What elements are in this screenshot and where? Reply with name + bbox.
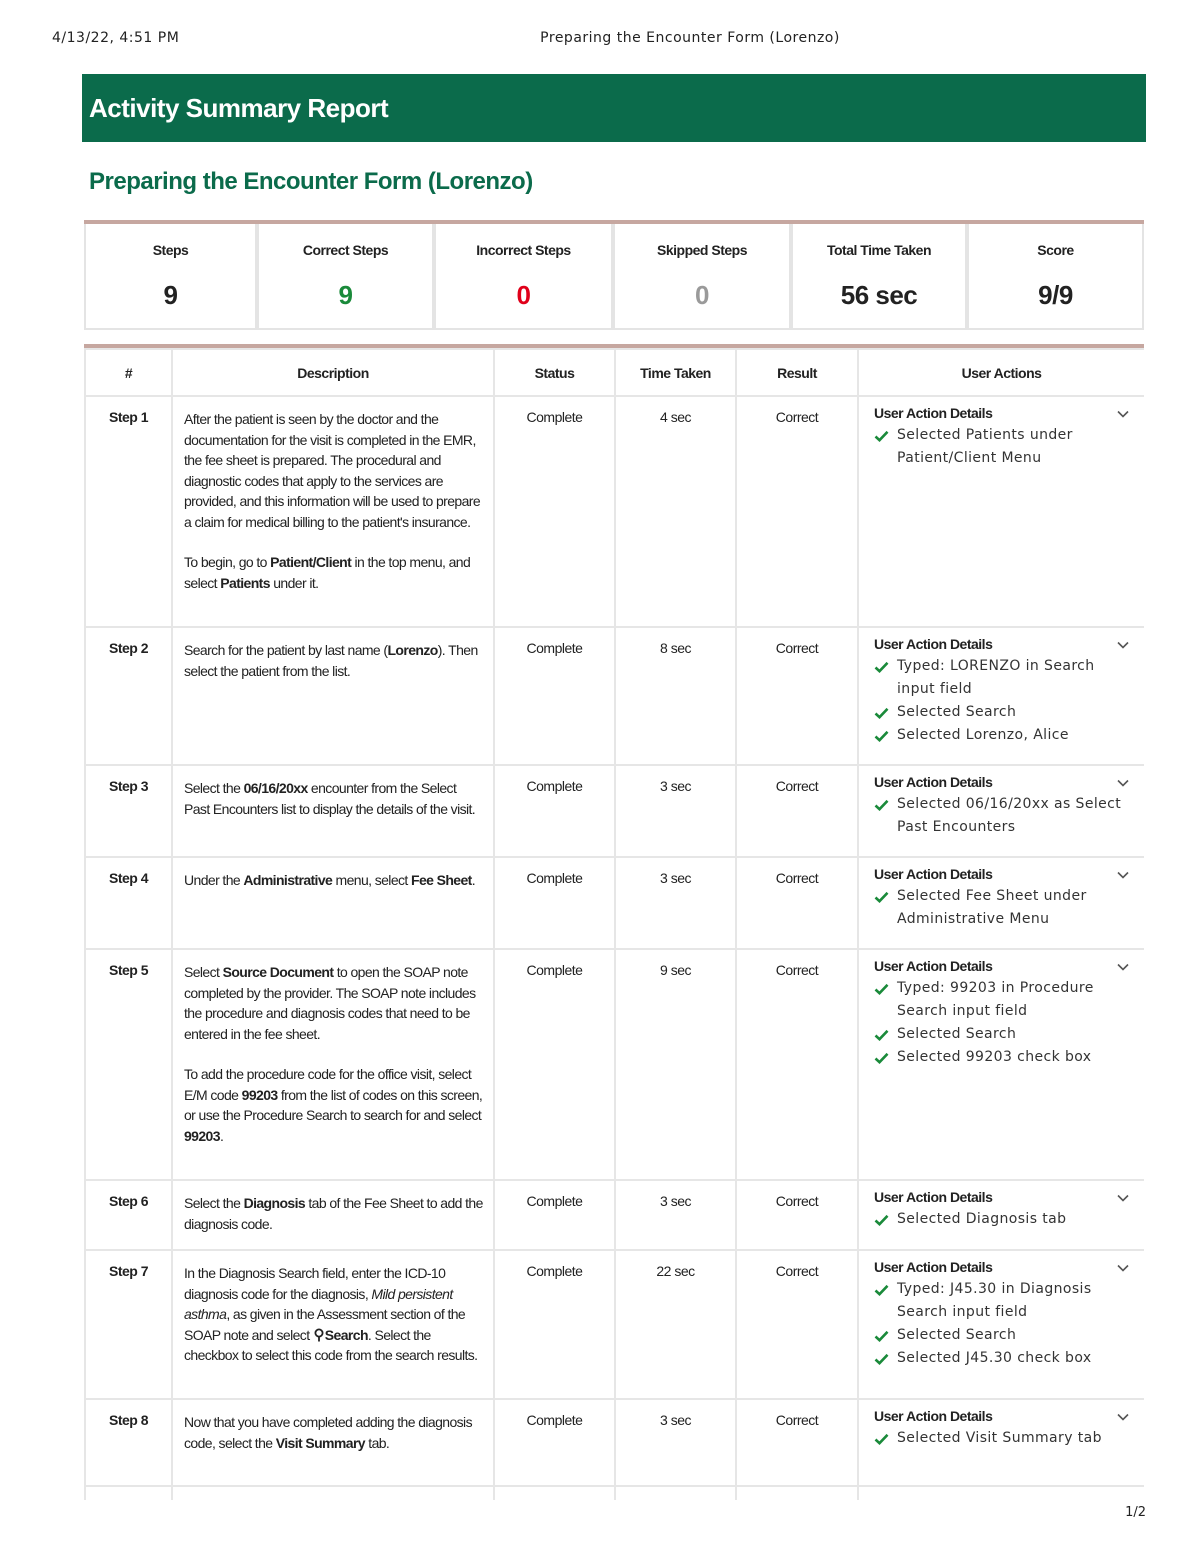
summary-incorrect-value: 0 <box>516 280 531 310</box>
check-icon <box>874 1029 889 1041</box>
user-action-list <box>874 793 1132 839</box>
table-row <box>85 857 1144 949</box>
step-number: Step 6 <box>85 1180 172 1250</box>
empty-cell <box>85 1486 172 1500</box>
description-text: Search for the patient by last name ( <box>184 642 388 658</box>
user-action-text: Selected Search <box>897 704 1017 720</box>
step-time-taken: 3 sec <box>615 765 736 857</box>
step-number: Step 8 <box>85 1399 172 1486</box>
step-time-taken: 3 sec <box>615 1180 736 1250</box>
description-text: Now that you have completed adding the diagnosis code, select the <box>184 1414 472 1451</box>
user-action-list <box>874 1208 1132 1231</box>
column-header-number: # <box>85 349 172 396</box>
description-paragraph <box>184 640 483 681</box>
user-action-item <box>874 1046 1132 1069</box>
description-italic: Mild persistent asthma <box>184 1285 453 1322</box>
description-text: from the list of codes on this screen, or use the Procedure Search to search for and select <box>184 1086 483 1123</box>
step-number: Step 7 <box>85 1250 172 1399</box>
column-header-user-actions: User Actions <box>858 349 1144 396</box>
user-action-details-heading: User Action Details <box>874 866 993 882</box>
summary-correct-label: Correct Steps <box>302 242 389 258</box>
description-emphasis: 06/16/20xx <box>243 780 308 796</box>
user-action-item <box>874 724 1132 747</box>
user-action-list <box>874 1427 1132 1450</box>
summary-score-value: 9/9 <box>1038 280 1073 310</box>
description-emphasis: Search <box>324 1326 368 1343</box>
step-description <box>172 627 494 765</box>
description-text: ). Then select the patient from the list. <box>184 642 478 679</box>
check-icon <box>874 1214 889 1226</box>
user-action-item <box>874 1427 1132 1450</box>
step-result: Correct <box>736 1250 858 1399</box>
description-text: To begin, go to <box>184 554 271 570</box>
steps-table-body <box>85 396 1144 1500</box>
user-action-item <box>874 1208 1132 1231</box>
summary-correct-value: 9 <box>338 280 353 310</box>
column-header-time: Time Taken <box>615 349 736 396</box>
description-emphasis: Patient/Client <box>270 554 352 570</box>
step-status: Complete <box>494 765 615 857</box>
step-number: Step 2 <box>85 627 172 765</box>
step-number: Step 3 <box>85 765 172 857</box>
user-action-text: Selected Patients under Patient/Client Menu <box>897 427 1073 466</box>
description-emphasis: Diagnosis <box>243 1195 306 1211</box>
user-action-item <box>874 1023 1132 1046</box>
description-text: . <box>471 872 476 888</box>
step-result: Correct <box>736 1399 858 1486</box>
step-number: Step 5 <box>85 949 172 1180</box>
print-page-title: Preparing the Encounter Form (Lorenzo) <box>540 30 840 46</box>
step-time-taken: 3 sec <box>615 1399 736 1486</box>
steps-table <box>84 348 1144 1500</box>
description-text: tab. <box>364 1434 390 1451</box>
step-status: Complete <box>494 1399 615 1486</box>
user-actions-cell <box>858 765 1144 857</box>
user-action-details-heading: User Action Details <box>874 1189 993 1205</box>
step-result: Correct <box>736 857 858 949</box>
user-action-item <box>874 1347 1132 1370</box>
table-row <box>85 396 1144 627</box>
user-action-details-heading: User Action Details <box>874 636 993 652</box>
description-paragraph <box>184 962 483 1044</box>
user-action-text: Typed: 99203 in Procedure Search input field <box>897 980 1094 1019</box>
table-row <box>85 1180 1144 1250</box>
description-paragraph <box>184 1193 483 1234</box>
check-icon <box>874 891 889 903</box>
summary-skipped-value: 0 <box>695 280 709 310</box>
user-action-text: Typed: LORENZO in Search input field <box>897 658 1095 697</box>
user-action-text: Selected 99203 check box <box>897 1049 1092 1065</box>
check-icon <box>874 1353 889 1365</box>
table-row <box>85 1399 1144 1486</box>
user-action-details-heading: User Action Details <box>874 405 993 421</box>
summary-incorrect-label: Incorrect Steps <box>476 242 571 258</box>
step-time-taken: 9 sec <box>615 949 736 1180</box>
description-emphasis: Fee Sheet <box>411 872 472 888</box>
step-time-taken: 3 sec <box>615 857 736 949</box>
chevron-down-icon[interactable] <box>1116 776 1130 790</box>
check-icon <box>874 983 889 995</box>
step-time-taken: 22 sec <box>615 1250 736 1399</box>
step-description <box>172 949 494 1180</box>
chevron-down-icon[interactable] <box>1116 960 1130 974</box>
chevron-down-icon[interactable] <box>1116 1261 1130 1275</box>
summary-skipped-label: Skipped Steps <box>657 242 747 258</box>
description-emphasis: Lorenzo <box>387 642 438 658</box>
table-header-row <box>85 349 1144 396</box>
step-description <box>172 1399 494 1486</box>
description-text: to open the SOAP note completed by the provider. The SOAP note includes the procedure and diagnosis codes that need to be entered in the fee sheet. <box>184 964 476 1042</box>
description-emphasis: 99203 <box>241 1086 278 1103</box>
empty-cell <box>615 1486 736 1500</box>
description-paragraph <box>184 870 483 891</box>
description-text: . <box>219 1127 224 1144</box>
step-result: Correct <box>736 765 858 857</box>
user-action-list <box>874 655 1132 747</box>
check-icon <box>874 1052 889 1064</box>
check-icon <box>874 1330 889 1342</box>
step-description <box>172 1180 494 1250</box>
user-action-item <box>874 701 1132 724</box>
step-status: Complete <box>494 627 615 765</box>
description-text: After the patient is seen by the doctor and the documentation for the visit is completed in the EMR, the fee sheet is prepared. The procedural and diagnostic codes that apply to the services are provided, and this information will be used to prepare a claim for medical billing to the patient's insurance. <box>184 411 481 530</box>
user-action-text: Selected Lorenzo, Alice <box>897 727 1069 743</box>
user-action-item <box>874 655 1132 701</box>
user-actions-cell <box>858 1180 1144 1250</box>
user-action-text: Selected Diagnosis tab <box>897 1211 1067 1227</box>
summary-incorrect <box>434 224 613 330</box>
check-icon <box>874 1433 889 1445</box>
step-result: Correct <box>736 396 858 627</box>
summary-time-value: 56 sec <box>840 280 918 310</box>
user-actions-cell <box>858 627 1144 765</box>
report-banner <box>82 74 1146 142</box>
table-row <box>85 765 1144 857</box>
step-status: Complete <box>494 857 615 949</box>
description-text: . Select the checkbox to select this code from the search results. <box>184 1326 478 1363</box>
user-actions-cell <box>858 1250 1144 1399</box>
step-result: Correct <box>736 1180 858 1250</box>
user-actions-cell <box>858 949 1144 1180</box>
user-action-text: Selected 06/16/20xx as Select Past Encounters <box>897 796 1122 835</box>
description-text: To add the procedure code for the office visit, select E/M code <box>184 1066 472 1103</box>
user-action-list <box>874 1278 1132 1370</box>
step-number: Step 4 <box>85 857 172 949</box>
user-action-text: Selected Visit Summary tab <box>897 1430 1102 1446</box>
description-emphasis: 99203 <box>184 1127 220 1144</box>
user-action-text: Selected Search <box>897 1026 1017 1042</box>
table-row <box>85 1250 1144 1399</box>
user-action-item <box>874 885 1132 931</box>
steps-table-container <box>84 344 1144 1500</box>
step-description <box>172 857 494 949</box>
search-pin-icon <box>313 1328 325 1342</box>
summary-correct <box>257 224 434 330</box>
check-icon <box>874 799 889 811</box>
step-number: Step 1 <box>85 396 172 627</box>
user-action-item <box>874 424 1132 470</box>
summary-steps-label: Steps <box>152 242 189 258</box>
empty-cell <box>172 1486 494 1500</box>
summary-time <box>791 224 967 330</box>
description-emphasis: Visit Summary <box>275 1434 365 1451</box>
step-result: Correct <box>736 949 858 1180</box>
description-text: Select <box>184 964 223 980</box>
user-actions-cell <box>858 1399 1144 1486</box>
user-action-list <box>874 885 1132 931</box>
description-text: menu, select <box>332 872 411 888</box>
empty-cell <box>494 1486 615 1500</box>
user-actions-cell <box>858 857 1144 949</box>
description-paragraph <box>184 552 483 593</box>
description-paragraph <box>184 1263 483 1366</box>
summary-score-label: Score <box>1037 242 1074 258</box>
check-icon <box>874 1284 889 1296</box>
summary-steps-value: 9 <box>163 280 178 310</box>
page-number: 1/2 <box>1125 1505 1146 1520</box>
column-header-result: Result <box>736 349 858 396</box>
description-paragraph <box>184 409 483 532</box>
report-title: Activity Summary Report <box>89 93 389 123</box>
empty-cell <box>736 1486 858 1500</box>
description-text: In the Diagnosis Search field, enter the ICD-10 diagnosis code for the diagnosis, <box>184 1265 446 1302</box>
step-status: Complete <box>494 949 615 1180</box>
table-row <box>85 949 1144 1180</box>
check-icon <box>874 430 889 442</box>
user-action-details-heading: User Action Details <box>874 774 993 790</box>
user-action-text: Selected Search <box>897 1327 1017 1343</box>
user-actions-cell <box>858 396 1144 627</box>
table-row-continued <box>85 1486 1144 1500</box>
description-text: tab of the Fee Sheet to add the diagnosis code. <box>184 1195 483 1232</box>
summary-score <box>967 224 1144 330</box>
user-action-list <box>874 977 1132 1069</box>
column-header-description: Description <box>172 349 494 396</box>
chevron-down-icon[interactable] <box>1116 638 1130 652</box>
user-action-list <box>874 424 1132 470</box>
chevron-down-icon[interactable] <box>1116 407 1130 421</box>
table-row <box>85 627 1144 765</box>
check-icon <box>874 661 889 673</box>
step-time-taken: 4 sec <box>615 396 736 627</box>
step-time-taken: 8 sec <box>615 627 736 765</box>
description-emphasis: Patients <box>220 574 270 591</box>
step-status: Complete <box>494 1250 615 1399</box>
step-description <box>172 1250 494 1399</box>
step-description <box>172 765 494 857</box>
description-text: in the top menu, and select <box>184 554 471 591</box>
empty-cell <box>858 1486 1144 1500</box>
step-status: Complete <box>494 1180 615 1250</box>
description-emphasis: Administrative <box>243 872 333 888</box>
print-datetime: 4/13/22, 4:51 PM <box>52 30 180 46</box>
user-action-item <box>874 793 1132 839</box>
user-action-details-heading: User Action Details <box>874 1408 993 1424</box>
check-icon <box>874 707 889 719</box>
description-emphasis: Source Document <box>222 964 334 980</box>
step-description <box>172 396 494 627</box>
description-text: Select the <box>184 1195 244 1211</box>
description-paragraph <box>184 778 483 819</box>
chevron-down-icon[interactable] <box>1116 868 1130 882</box>
user-action-text: Typed: J45.30 in Diagnosis Search input field <box>897 1281 1092 1320</box>
description-text: under it. <box>269 574 319 591</box>
user-action-details-heading: User Action Details <box>874 958 993 974</box>
chevron-down-icon[interactable] <box>1116 1191 1130 1205</box>
description-paragraph <box>184 1064 483 1146</box>
description-text: , as given in the Assessment section of the SOAP note and select <box>184 1306 466 1343</box>
description-text: Select the <box>184 780 244 796</box>
description-paragraph <box>184 1412 483 1453</box>
summary-panel <box>84 220 1144 330</box>
user-action-item <box>874 1324 1132 1347</box>
description-text: encounter from the Select Past Encounters list to display the details of the visit. <box>184 780 476 817</box>
user-action-item <box>874 1278 1132 1324</box>
print-header <box>0 30 1200 50</box>
column-header-status: Status <box>494 349 615 396</box>
chevron-down-icon[interactable] <box>1116 1410 1130 1424</box>
user-action-details-heading: User Action Details <box>874 1259 993 1275</box>
description-text: Under the <box>184 872 244 888</box>
step-status: Complete <box>494 396 615 627</box>
step-result: Correct <box>736 627 858 765</box>
summary-skipped <box>613 224 791 330</box>
summary-time-label: Total Time Taken <box>826 242 932 258</box>
check-icon <box>874 730 889 742</box>
user-action-item <box>874 977 1132 1023</box>
user-action-text: Selected Fee Sheet under Administrative Menu <box>897 888 1087 927</box>
user-action-text: Selected J45.30 check box <box>897 1350 1092 1366</box>
activity-title: Preparing the Encounter Form (Lorenzo) <box>89 168 533 195</box>
summary-steps <box>84 224 257 330</box>
